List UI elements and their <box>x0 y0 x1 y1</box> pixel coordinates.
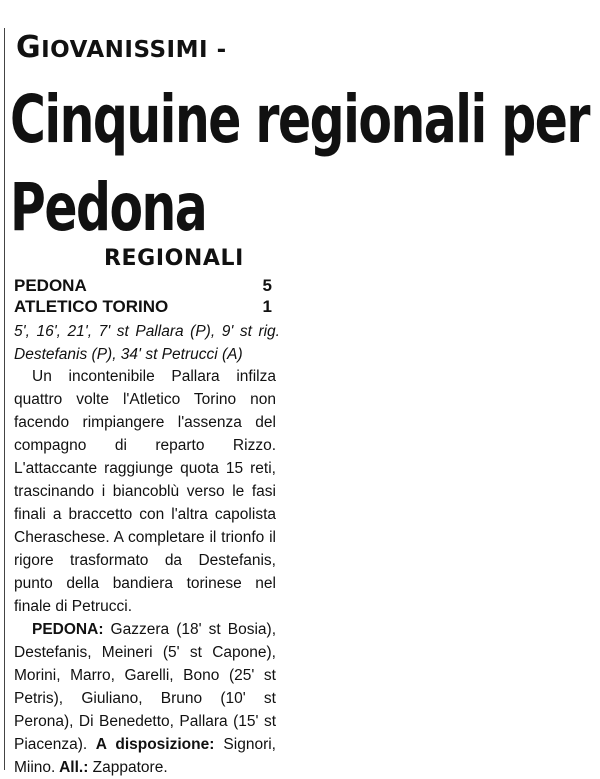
kicker <box>16 30 227 65</box>
scorers: 5', 16', 21', 7' st Pallara (P), 9' st rig. Destefanis (P), 34' st Petrucci (A) <box>14 323 280 363</box>
headline-line-2: Pedona <box>10 169 207 246</box>
subs-text: Signori, Miino. <box>14 736 276 776</box>
paragraph-1: Un incontenibile Pallara infilza quattro volte l'Atletico Torino non facendo rimpiangere l'assenza del compagno di reparto Rizzo. L'attaccante raggiunge quota 15 reti, trascinando i biancoblù verso le fasi finali a braccetto con l'altra capolista Cheraschese. A completare il trionfo il rigore trasformato da Destefanis, punto della bandiera torinese nel finale di Petrucci. <box>14 368 276 615</box>
lineup-label: PEDONA: <box>32 621 104 638</box>
lineup-paragraph <box>14 618 276 779</box>
coach-label: All.: <box>55 759 89 776</box>
lineup-text: Gazzera (18' st Bosia), Destefanis, Meineri (5' st Capone), Morini, Marro, Garelli, Bono (25' st Petris), Giuliano, Bruno (10' st Perona), Di Benedetto, Pallara (15' st Piacenza). <box>14 621 276 753</box>
result-row-away <box>14 297 272 317</box>
result-row-home <box>14 276 272 296</box>
subs-label: A disposizione: <box>87 736 215 753</box>
section-title: REGIONALI <box>104 246 244 271</box>
article-body <box>14 365 276 779</box>
kicker-text: IOVANISSIMI <box>41 37 209 63</box>
coach-text: Zappatore. <box>88 759 168 776</box>
headline-line-1: Cinquine regionali per <box>10 81 590 158</box>
home-score: 5 <box>262 276 272 295</box>
column-rule <box>4 28 5 770</box>
away-team: ATLETICO TORINO <box>14 297 169 316</box>
kicker-initial: G <box>16 30 42 65</box>
home-team: PEDONA <box>14 276 87 295</box>
kicker-dash: - <box>208 37 227 63</box>
headline <box>10 76 590 252</box>
away-score: 1 <box>262 297 272 316</box>
